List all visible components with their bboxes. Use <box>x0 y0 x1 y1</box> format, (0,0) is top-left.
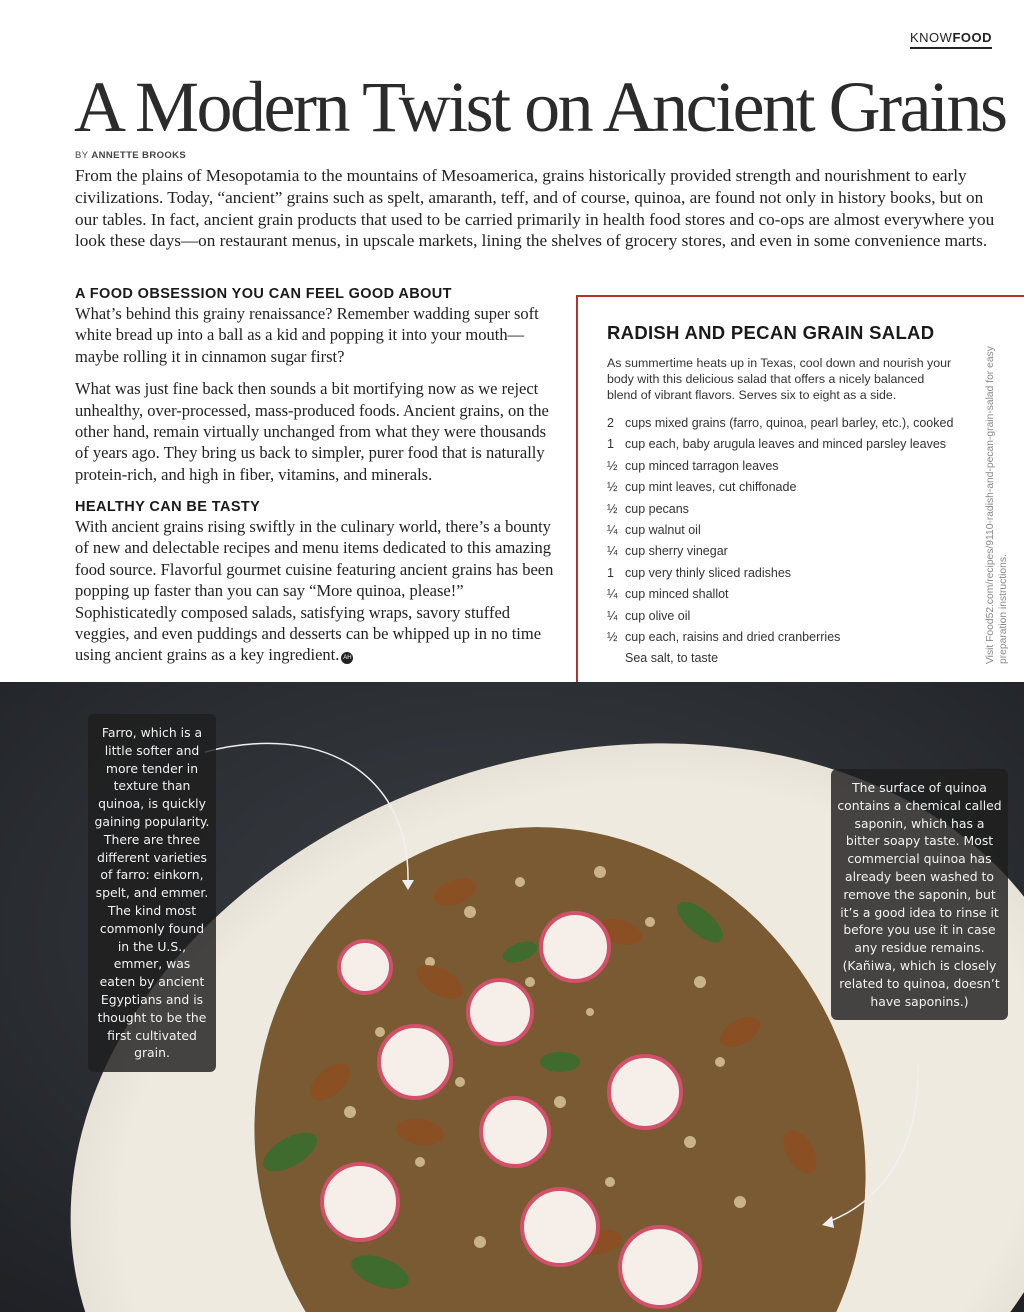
ingredient-item <box>607 606 977 627</box>
ingredient-text: cup walnut oil <box>625 522 701 537</box>
byline-prefix: BY <box>75 150 89 161</box>
ingredient-qty: ½ <box>607 458 618 473</box>
ingredient-qty: ½ <box>607 501 618 516</box>
farro-callout: Farro, which is a little softer and more tender in texture than quinoa, is quickly gaining popularity. There are three different varieties of farro: einkorn, spelt, and emmer. The kind most commonly found in the U.S., emmer, was eaten by ancient Egyptians and is thought to be the first cultivated grain. <box>88 714 216 1072</box>
intro-paragraph: From the plains of Mesopotamia to the mountains of Mesoamerica, grains historically provided strength and nourishment to early civilizations. Today, “ancient” grains such as spelt, amaranth, teff, and of course, quinoa, are found not only in history books, but on our tables. In fact, ancient grain products that used to be carried primarily in health food stores and co-ops are almost everywhere you look these days—on restaurant menus, in upscale markets, lining the shelves of grocery stores, and even in some convenience marts. <box>75 166 995 251</box>
recipe-box <box>576 295 1024 685</box>
section-tasty <box>75 498 555 666</box>
ingredient-list <box>607 413 977 670</box>
ingredient-text: cup pecans <box>625 501 689 516</box>
byline <box>75 150 186 161</box>
section-tag-suffix: FOOD <box>952 30 992 45</box>
ingredient-text: cup olive oil <box>625 608 691 623</box>
body-paragraph <box>75 516 555 666</box>
ingredient-item <box>607 648 977 669</box>
section-tag-prefix: KNOW <box>909 30 953 45</box>
author-name: ANNETTE BROOKS <box>91 150 187 161</box>
ingredient-item <box>607 563 977 584</box>
ingredient-qty: ¼ <box>607 608 618 623</box>
ingredient-item <box>607 477 977 498</box>
ingredient-text: cups mixed grains (farro, quinoa, pearl barley, etc.), cooked <box>625 416 954 430</box>
ingredient-text: Sea salt, to taste <box>625 651 719 666</box>
ingredient-item <box>607 413 977 434</box>
ingredient-qty: ½ <box>607 629 618 644</box>
ingredient-text: cup each, raisins and dried cranberries <box>625 629 841 644</box>
section-heading: A FOOD OBSESSION YOU CAN FEEL GOOD ABOUT <box>75 286 452 302</box>
ingredient-item <box>607 499 977 520</box>
end-mark-icon: AH <box>341 652 353 664</box>
ingredient-qty: ¼ <box>607 544 618 559</box>
quinoa-callout: The surface of quinoa contains a chemical called saponin, which has a bitter soapy taste. Most commercial quinoa has already been washed to remove the saponin, but it’s a good idea to rinse it before you use it in case any residue remains. (Kañiwa, which is closely related to quinoa, doesn’t have saponins.) <box>831 769 1008 1020</box>
ingredient-text: cup minced tarragon leaves <box>625 458 779 473</box>
ingredient-text: cup very thinly sliced radishes <box>625 565 792 580</box>
ingredient-qty: 1 <box>607 565 614 580</box>
ingredient-item <box>607 434 977 455</box>
body-paragraph: What’s behind this grainy renaissance? Remember wadding super soft white bread up into a ball as a kid and popping it into your mouth—maybe rolling it in cinnamon sugar first? <box>75 304 539 366</box>
ingredient-text: cup each, baby arugula leaves and minced parsley leaves <box>625 437 947 452</box>
ingredient-item <box>607 584 977 605</box>
ingredient-text: cup minced shallot <box>625 587 729 602</box>
recipe-border-top <box>576 295 1024 297</box>
section-heading: HEALTHY CAN BE TASTY <box>75 499 261 515</box>
recipe-link-note <box>984 328 1024 664</box>
section-obsession <box>75 285 555 485</box>
recipe-description: As summertime heats up in Texas, cool down and nourish your body with this delicious salad that offers a nicely balanced blend of vibrant flavors. Serves six to eight as a side. <box>607 356 952 402</box>
body-paragraph: What was just fine back then sounds a bit mortifying now as we reject unhealthy, over-processed, mass-produced foods. Ancient grains, on the other hand, remain virtually unchanged from what they were thousands of years ago. They bring us back to simpler, purer food that is naturally protein-rich, and high in fiber, vitamins, and minerals. <box>75 379 549 484</box>
ingredient-text: cup mint leaves, cut chiffonade <box>625 480 797 495</box>
ingredient-item <box>607 520 977 541</box>
headline: A Modern Twist on Ancient Grains <box>74 67 1006 147</box>
ingredient-qty: 2 <box>607 416 614 430</box>
ingredient-qty: ½ <box>607 480 618 495</box>
recipe-link-text: Visit Food52.com/recipes/9110-radish-and-pecan-grain-salad for easy preparation instructions. <box>985 346 1009 664</box>
ingredient-text: cup sherry vinegar <box>625 544 728 559</box>
recipe-title: RADISH AND PECAN GRAIN SALAD <box>607 322 935 343</box>
ingredient-qty: 1 <box>607 437 614 452</box>
ingredient-item <box>607 456 977 477</box>
section-tag <box>910 30 992 49</box>
ingredient-item <box>607 541 977 562</box>
ingredient-item <box>607 627 977 648</box>
ingredient-qty: ¼ <box>607 522 618 537</box>
body-paragraph-text: With ancient grains rising swiftly in the culinary world, there’s a bounty of new and delectable recipes and menu items dedicated to this amazing food source. Flavorful gourmet cuisine featuring ancient grains has been popping up faster than you can say “More quinoa, please!” Sophisticatedly composed salads, satisfying wraps, savory stuffed veggies, and even puddings and desserts can be whipped up in no time using ancient grains as a key ingredient. <box>75 517 554 665</box>
ingredient-qty: ¼ <box>607 587 618 602</box>
